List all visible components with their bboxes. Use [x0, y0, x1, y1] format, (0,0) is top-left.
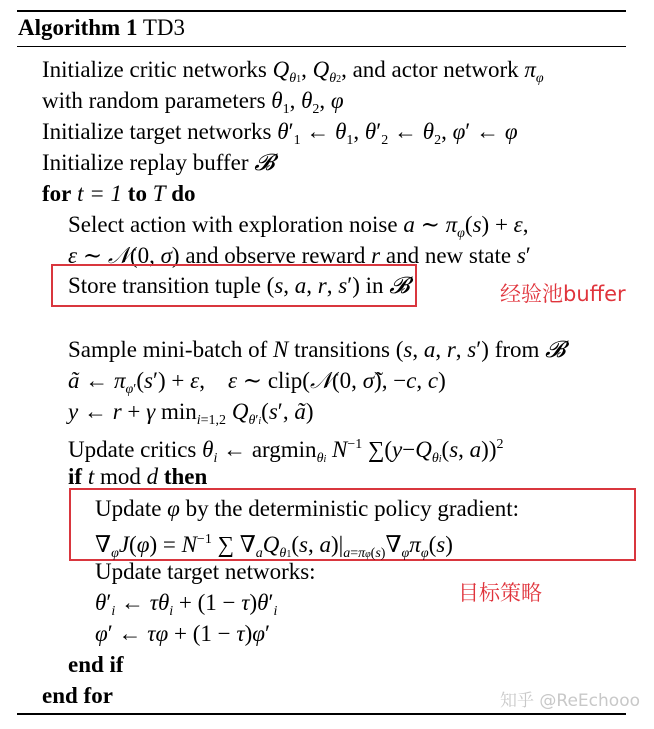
annotation-buffer: 经验池buffer — [500, 282, 626, 306]
line-init-target-text: Initialize target networks $\theta'_1$ ← $\theta_1$, $\theta'_2$ ← $\theta_2$, φ′ ← φ — [42, 119, 518, 148]
line-select-action: Select action with exploration noise a ∼ $\pi_\varphi(s) + \varepsilon$, — [68, 212, 529, 241]
for-end: T — [152, 181, 166, 206]
line-phi-update: φ′ ← τφ + (1 − τ)φ′ — [95, 621, 271, 646]
for-keyword: for — [42, 181, 72, 206]
header-rule — [17, 46, 626, 47]
line-init-params-text: with random parameters $\theta_1$, $\theta_2$, φ — [42, 88, 344, 117]
line-end-for: end for — [42, 683, 113, 708]
top-rule — [17, 10, 626, 12]
line-end-if: end if — [68, 652, 124, 677]
if-keyword: if — [68, 464, 83, 489]
line-init-buffer — [42, 149, 275, 177]
algorithm-name: TD3 — [142, 15, 185, 40]
do-keyword: do — [171, 181, 196, 206]
line-update-critics: Update critics $\theta_i$ ← argmin$_{\theta i}$ $N^{-1}$ $\sum(y-Q_{\theta i}(s$, a))$^2$ — [68, 437, 504, 466]
line-target-action: ã ← $\pi_{\varphi'}(s') + \varepsilon$, ε ∼ clip(𝒩(0, σ̃), −c, c) — [68, 368, 446, 397]
line-target-y: y ← r + γ $\min_{i=1,2} Q_{\theta'i}(s'$, ã) — [68, 399, 314, 428]
bottom-rule — [17, 713, 626, 715]
line-policy-grad: $\nabla_\varphi J(\varphi) = N^{-1}$ ∑ $\nabla_aQ_{\theta 1}(s$, $a)|_{a=\pi\varphi(s)}\nabla_\varphi\pi_\varphi(s)$ — [95, 532, 453, 561]
watermark: 知乎 @ReEchooo — [500, 691, 640, 711]
algorithm-header — [18, 14, 185, 42]
line-init-critic-text: Initialize critic networks $Q_{\theta 1}$, $Q_{\theta 2}$, and actor network $\pi_\varphi$ — [42, 57, 544, 86]
line-sample: Sample mini-batch of N transitions (s, a, r, s′) from 𝓑 — [68, 337, 566, 363]
to-keyword: to — [127, 181, 147, 206]
line-if — [68, 463, 207, 491]
line-update-target: Update target networks: — [95, 559, 316, 584]
annotation-target-policy: 目标策略 — [458, 581, 542, 605]
algorithm-label: Algorithm 1 — [18, 15, 138, 40]
line-observe: ε ∼ 𝒩(0, σ) and observe reward r and new state s′ — [68, 243, 531, 269]
for-expression: t = 1 — [77, 181, 123, 206]
line-for — [42, 180, 196, 208]
line-init-buffer-text: Initialize replay buffer 𝓑 — [42, 150, 275, 176]
line-update-phi: Update φ by the deterministic policy gradient: — [95, 496, 520, 521]
then-keyword: then — [163, 464, 208, 489]
line-store: Store transition tuple (s, a, r, s′) in 𝓑 — [68, 273, 410, 299]
if-expression: t mod d — [87, 464, 159, 489]
line-theta-update: $\theta'_i$ ← $\tau\theta_i + (1 - \tau)\theta'_i$ — [95, 590, 278, 619]
